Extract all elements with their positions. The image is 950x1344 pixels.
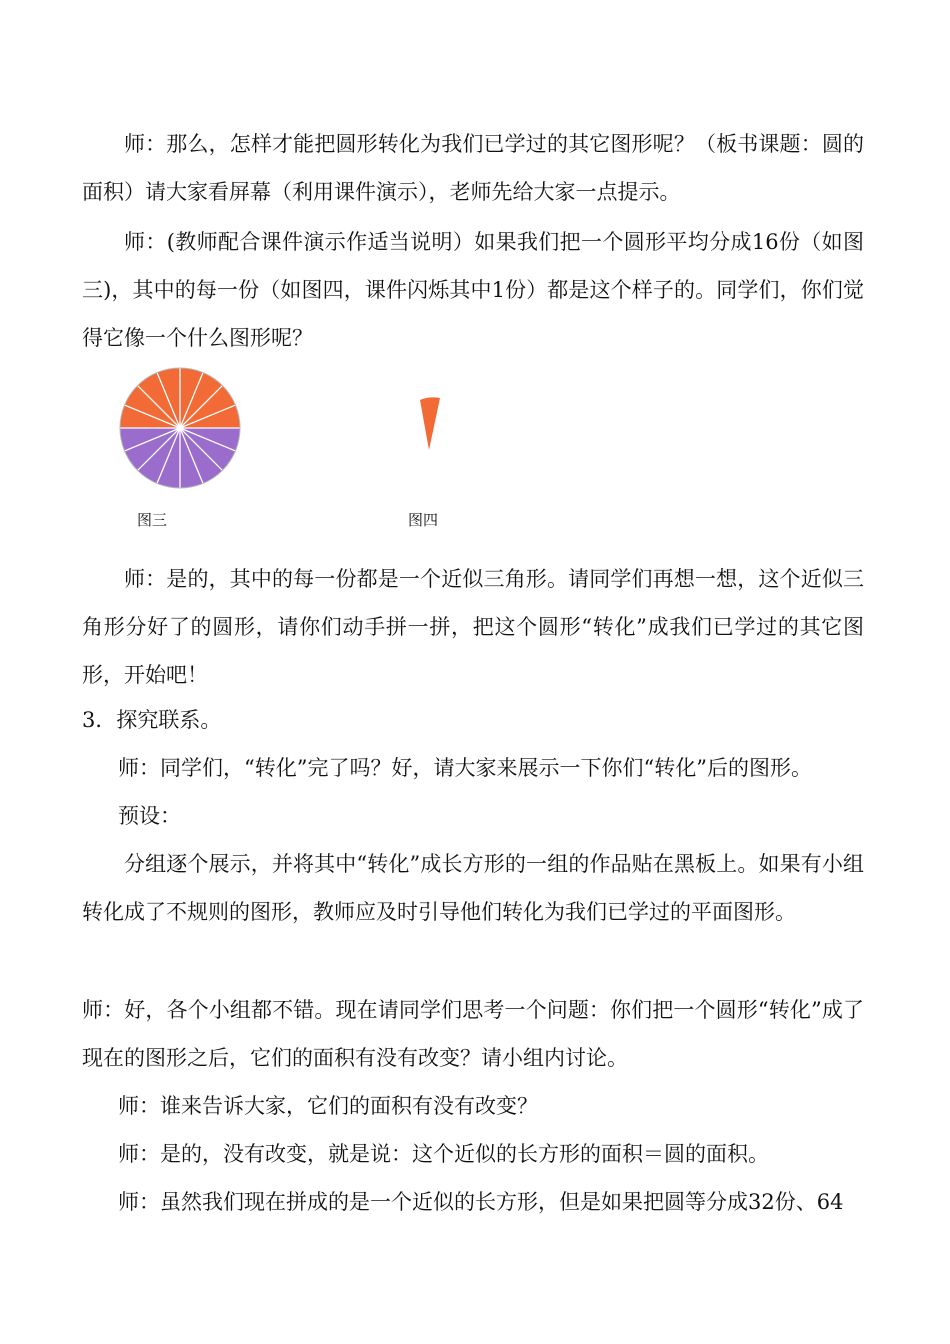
- figure-4-sector: [416, 394, 446, 454]
- paragraph-3: 师：是的，其中的每一份都是一个近似三角形。请同学们再想一想，这个近似三角形分好了的圆形，请你们动手拼一拼，把这个圆形“转化”成我们已学过的其它图形，开始吧！: [82, 567, 864, 687]
- paragraph-9: 师：谁来告诉大家，它们的面积有没有改变？: [118, 1094, 538, 1118]
- paragraph-7: 分组逐个展示，并将其中“转化”成长方形的一组的作品贴在黑板上。如果有小组转化成了不规则的图形，教师应及时引导他们转化为我们已学过的平面图形。: [82, 852, 864, 924]
- section-heading: 3．探究联系。: [82, 708, 222, 732]
- figure-4-label: 图四: [408, 511, 439, 529]
- paragraph-11: 师：虽然我们现在拼成的是一个近似的长方形，但是如果把圆等分成32份、64: [118, 1190, 844, 1214]
- circle-sector-lines: [120, 368, 240, 488]
- figure-3-circle: [118, 366, 242, 490]
- figure-3-label: 图三: [137, 511, 168, 529]
- paragraph-8: 师：好，各个小组都不错。现在请同学们思考一个问题：你们把一个圆形“转化”成了现在的图形之后，它们的面积有没有改变？请小组内讨论。: [82, 998, 864, 1070]
- paragraph-1: 师：那么，怎样才能把圆形转化为我们已学过的其它图形呢？（板书课题：圆的面积）请大家看屏幕（利用课件演示），老师先给大家一点提示。: [82, 132, 864, 204]
- paragraph-5: 师：同学们，“转化”完了吗？好，请大家来展示一下你们“转化”后的图形。: [118, 756, 812, 780]
- preset-label: 预设：: [118, 804, 181, 828]
- paragraph-2: 师：(教师配合课件演示作适当说明）如果我们把一个圆形平均分成16份（如图三)，其中的每一份（如图四，课件闪烁其中1份）都是这个样子的。同学们，你们觉得它像一个什么图形呢？: [82, 230, 864, 350]
- paragraph-10: 师：是的，没有改变，就是说：这个近似的长方形的面积＝圆的面积。: [118, 1142, 769, 1166]
- single-sector-shape: [420, 397, 440, 450]
